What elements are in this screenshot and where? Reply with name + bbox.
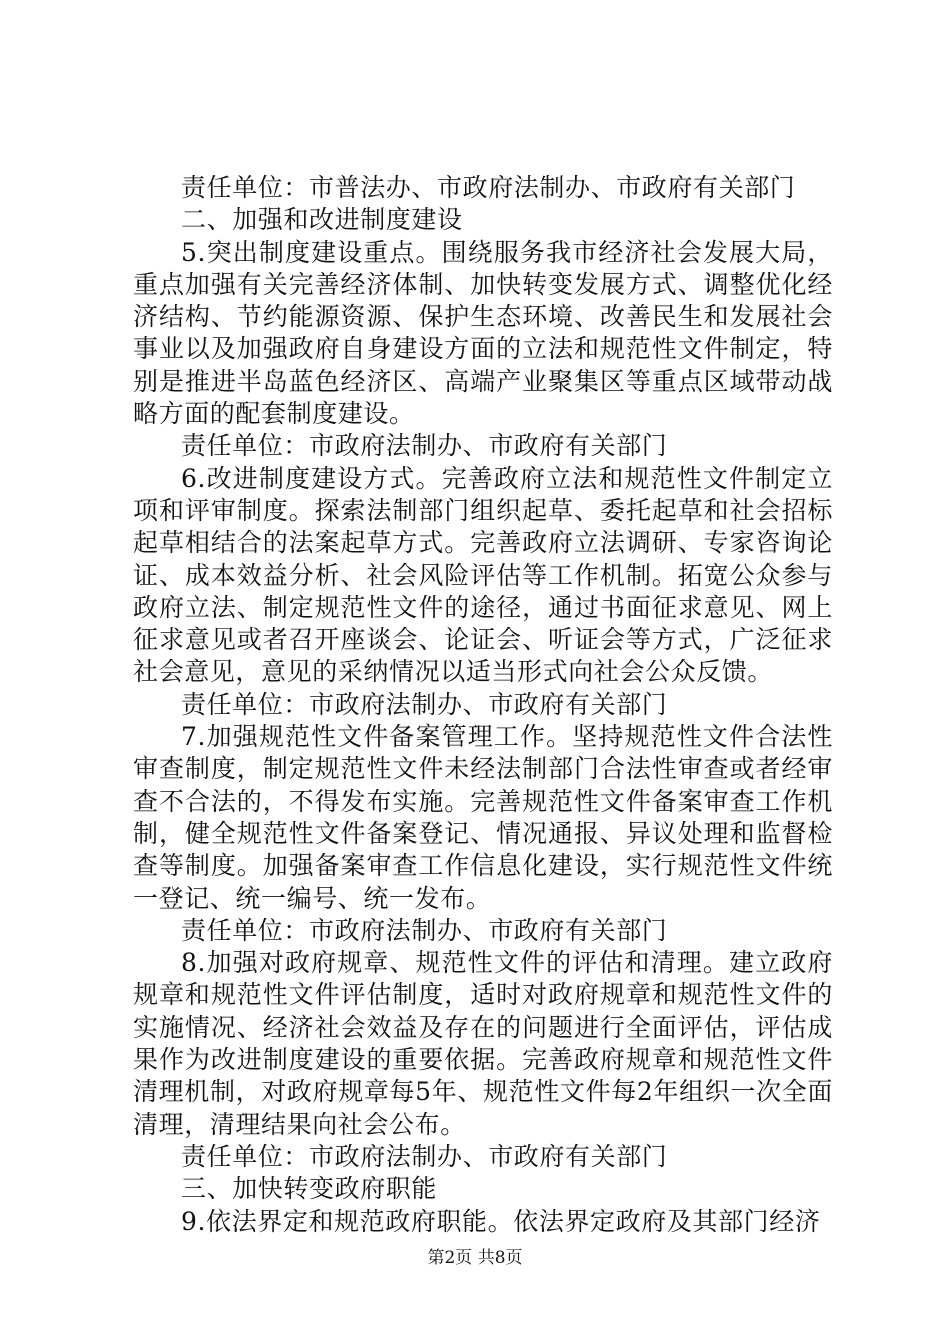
paragraph-responsibility-7: 责任单位：市政府法制办、市政府有关部门: [181, 915, 668, 945]
page-total: 共8页: [477, 1248, 523, 1268]
paragraph-item-9: 9.依法界定和规范政府职能。依法界定政府及其部门经济: [181, 1206, 821, 1236]
section-heading-2: 二、加强和改进制度建设: [181, 205, 463, 235]
page-number: 第2页: [427, 1248, 473, 1268]
section-heading-3: 三、加快转变政府职能: [181, 1174, 438, 1204]
paragraph-item-5: 5.突出制度建设重点。围绕服务我市经济社会发展大局，重点加强有关完善经济体制、加快转变发展方式、调整优化经济结构、节约能源资源、保护生态环境、改善民生和发展社会事业以及加强政府自身建设方面的立法和规范性文件制定，特别是推进半岛蓝色经济区、高端产业聚集区等重点区域带动战略方面的配套制度建设。: [133, 237, 833, 429]
paragraph-responsibility-5: 责任单位：市政府法制办、市政府有关部门: [181, 431, 668, 461]
paragraph-item-8: 8.加强对政府规章、规范性文件的评估和清理。建立政府规章和规范性文件评估制度，适时对政府规章和规范性文件的实施情况、经济社会效益及存在的问题进行全面评估，评估成果作为改进制度建设的重要依据。完善政府规章和规范性文件清理机制，对政府规章每5年、规范性文件每2年组织一次全面清理，清理结果向社会公布。: [133, 948, 833, 1139]
paragraph-responsibility-1: 责任单位：市普法办、市政府法制办、市政府有关部门: [181, 173, 796, 202]
paragraph-responsibility-8: 责任单位：市政府法制办、市政府有关部门: [181, 1141, 668, 1171]
paragraph-item-7: 7.加强规范性文件备案管理工作。坚持规范性文件合法性审查制度，制定规范性文件未经法制部门合法性审查或者经审查不合法的，不得发布实施。完善规范性文件备案审查工作机制，健全规范性文件备案登记、情况通报、异议处理和监督检查等制度。加强备案审查工作信息化建设，实行规范性文件统一登记、统一编号、统一发布。: [133, 722, 833, 913]
paragraph-item-6: 6.改进制度建设方式。完善政府立法和规范性文件制定立项和评审制度。探索法制部门组织起草、委托起草和社会招标起草相结合的法案起草方式。完善政府立法调研、专家咨询论证、成本效益分析、社会风险评估等工作机制。拓宽公众参与政府立法、制定规范性文件的途径，通过书面征求意见、网上征求意见或者召开座谈会、论证会、听证会等方式，广泛征求社会意见，意见的采纳情况以适当形式向社会公众反馈。: [133, 463, 833, 687]
page-footer: [0, 1243, 950, 1268]
paragraph-responsibility-6: 责任单位：市政府法制办、市政府有关部门: [181, 689, 668, 719]
document-body: [133, 172, 833, 1238]
